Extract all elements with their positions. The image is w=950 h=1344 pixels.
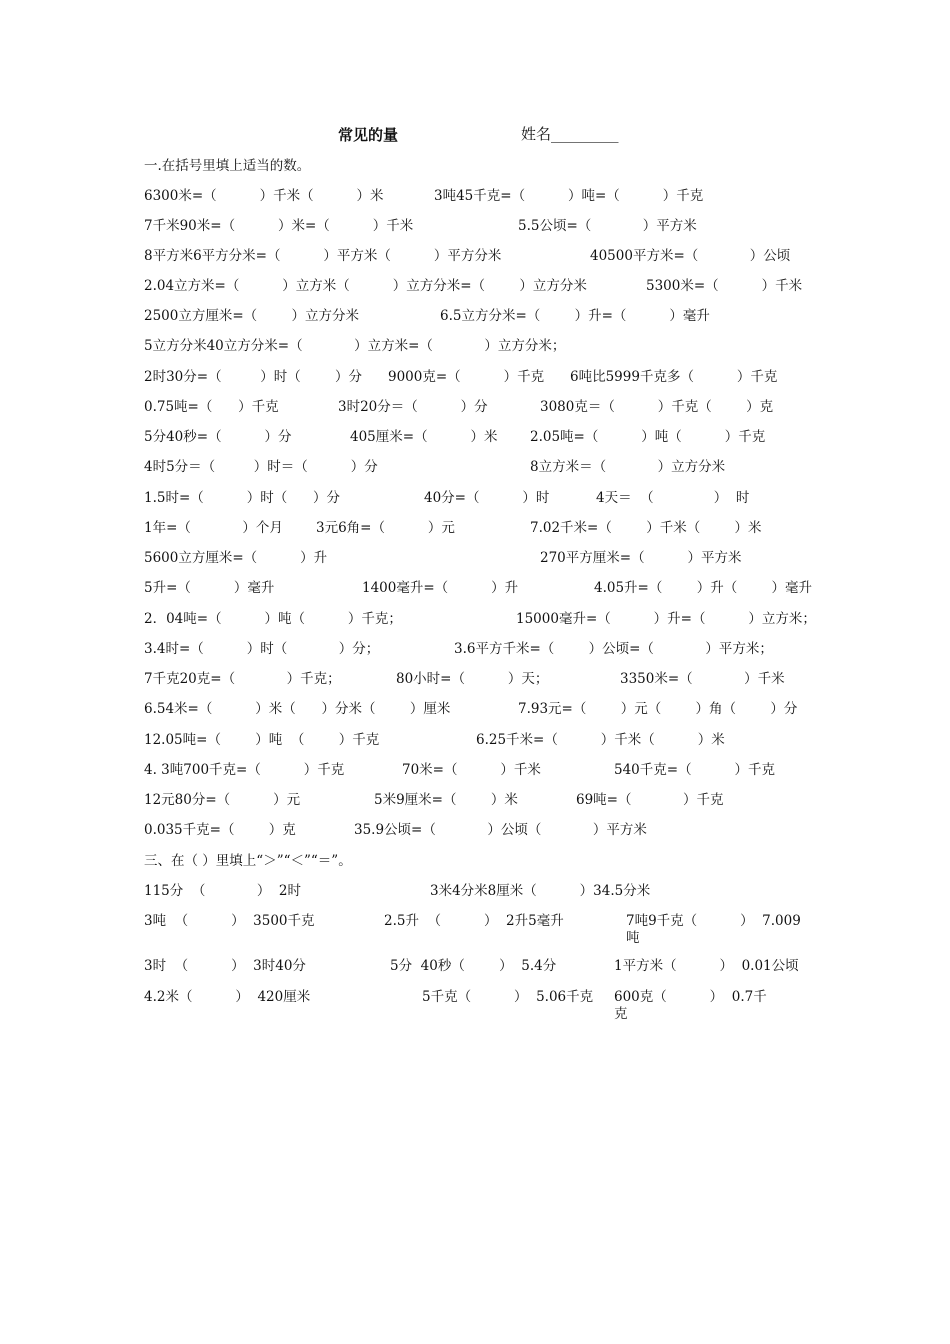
section-three-heading: 三、在（ ）里填上“＞”“＜”“＝”。: [144, 853, 352, 869]
question[interactable]: 12.05吨=（ ）吨 （ ）千克: [144, 732, 380, 748]
name-field-label[interactable]: 姓名_________: [521, 125, 619, 143]
question[interactable]: 7千米90米=（ ）米=（ ）千米: [144, 218, 414, 234]
question[interactable]: 15000毫升=（ ）升=（ ）立方米；: [516, 611, 816, 627]
compare-question[interactable]: 1平方米（ ） 0.01公顷: [614, 958, 799, 974]
question[interactable]: 12元80分=（ ）元: [144, 792, 301, 808]
question[interactable]: 540千克=（ ）千克: [614, 762, 775, 778]
question[interactable]: 5600立方厘米=（ ）升: [144, 550, 328, 566]
question[interactable]: 3080克＝（ ）千克（ ）克: [540, 399, 774, 415]
question[interactable]: 3吨45千克=（ ）吨=（ ）千克: [434, 188, 704, 204]
question[interactable]: 2时30分=（ ）时（ ）分: [144, 369, 363, 385]
question[interactable]: 5分40秒=（ ）分: [144, 429, 292, 445]
question[interactable]: 2.05吨=（ ）吨（ ）千克: [530, 429, 766, 445]
question[interactable]: 3元6角=（ ）元: [316, 520, 455, 536]
page-title: 常见的量: [338, 126, 399, 144]
question[interactable]: 9000克=（ ）千克: [388, 369, 545, 385]
question[interactable]: 6300米=（ ）千米（ ）米: [144, 188, 384, 204]
question[interactable]: 4时5分＝（ ）时＝（ ）分: [144, 459, 378, 475]
compare-question[interactable]: 600克（ ） 0.7千 克: [614, 989, 767, 1022]
question[interactable]: 69吨=（ ）千克: [576, 792, 724, 808]
question[interactable]: 6.25千米=（ ）千米（ ）米: [476, 732, 725, 748]
compare-question[interactable]: 115分 （ ） 2时: [144, 883, 302, 899]
question[interactable]: 5立方分米40立方分米=（ ）立方米=（ ）立方分米；: [144, 338, 566, 354]
question[interactable]: 4天＝ （ ） 时: [596, 490, 750, 506]
question[interactable]: 2500立方厘米=（ ）立方分米: [144, 308, 359, 324]
question[interactable]: 405厘米=（ ）米: [350, 429, 498, 445]
compare-question[interactable]: 4.2米（ ） 420厘米: [144, 989, 311, 1005]
compare-question[interactable]: 5千克（ ） 5.06千克: [422, 989, 594, 1005]
compare-question[interactable]: 2.5升 （ ） 2升5毫升: [384, 913, 564, 929]
question[interactable]: 0.035千克=（ ）克: [144, 822, 296, 838]
question[interactable]: 7.93元=（ ）元（ ）角（ ）分: [518, 701, 798, 717]
compare-question[interactable]: 5分 40秒（ ） 5.4分: [390, 958, 557, 974]
question[interactable]: 2．04吨=（ ）吨（ ）千克；: [144, 611, 402, 627]
question[interactable]: 6.54米=（ ）米（ ）分米（ ）厘米: [144, 701, 451, 717]
question[interactable]: 270平方厘米=（ ）平方米: [540, 550, 742, 566]
question[interactable]: 3.4时=（ ）时（ ）分；: [144, 641, 380, 657]
question[interactable]: 5米9厘米=（ ）米: [374, 792, 518, 808]
question[interactable]: 8平方米6平方分米=（ ）平方米（ ）平方分米: [144, 248, 502, 264]
question[interactable]: 0.75吨=（ ）千克: [144, 399, 279, 415]
question[interactable]: 35.9公顷=（ ）公顷（ ）平方米: [354, 822, 647, 838]
question[interactable]: 2.04立方米=（ ）立方米（ ）立方分米=（ ）立方分米: [144, 278, 587, 294]
question[interactable]: 5.5公顷=（ ）平方米: [518, 218, 697, 234]
question[interactable]: 6吨比5999千克多（ ）千克: [570, 369, 778, 385]
question[interactable]: 4.05升=（ ）升（ ）毫升: [594, 580, 813, 596]
question[interactable]: 3.6平方千米=（ ）公顷=（ ）平方米；: [454, 641, 773, 657]
question[interactable]: 3时20分＝（ ）分: [338, 399, 488, 415]
question[interactable]: 8立方米＝（ ）立方分米: [530, 459, 726, 475]
question[interactable]: 6.5立方分米=（ ）升=（ ）毫升: [440, 308, 710, 324]
compare-question[interactable]: 3米4分米8厘米（ ）34.5分米: [430, 883, 651, 899]
question[interactable]: 40500平方米=（ ）公顷: [590, 248, 791, 264]
question[interactable]: 1.5时=（ ）时（ ）分: [144, 490, 340, 506]
question[interactable]: 70米=（ ）千米: [402, 762, 541, 778]
question[interactable]: 5升=（ ）毫升: [144, 580, 275, 596]
question[interactable]: 3350米=（ ）千米: [620, 671, 785, 687]
compare-question[interactable]: 7吨9千克（ ） 7.009 吨: [626, 913, 801, 946]
question[interactable]: 7千克20克=（ ）千克；: [144, 671, 341, 687]
section-one-heading: 一.在括号里填上适当的数。: [144, 158, 311, 174]
question[interactable]: 7.02千米=（ ）千米（ ）米: [530, 520, 762, 536]
compare-question[interactable]: 3时 （ ） 3时40分: [144, 958, 306, 974]
question[interactable]: 40分=（ ）时: [424, 490, 550, 506]
question[interactable]: 4. 3吨700千克=（ ）千克: [144, 762, 345, 778]
question[interactable]: 1400毫升=（ ）升: [362, 580, 519, 596]
compare-question[interactable]: 3吨 （ ） 3500千克: [144, 913, 315, 929]
question[interactable]: 5300米=（ ）千米: [646, 278, 803, 294]
question[interactable]: 80小时=（ ）天；: [396, 671, 549, 687]
question[interactable]: 1年=（ ）个月: [144, 520, 283, 536]
